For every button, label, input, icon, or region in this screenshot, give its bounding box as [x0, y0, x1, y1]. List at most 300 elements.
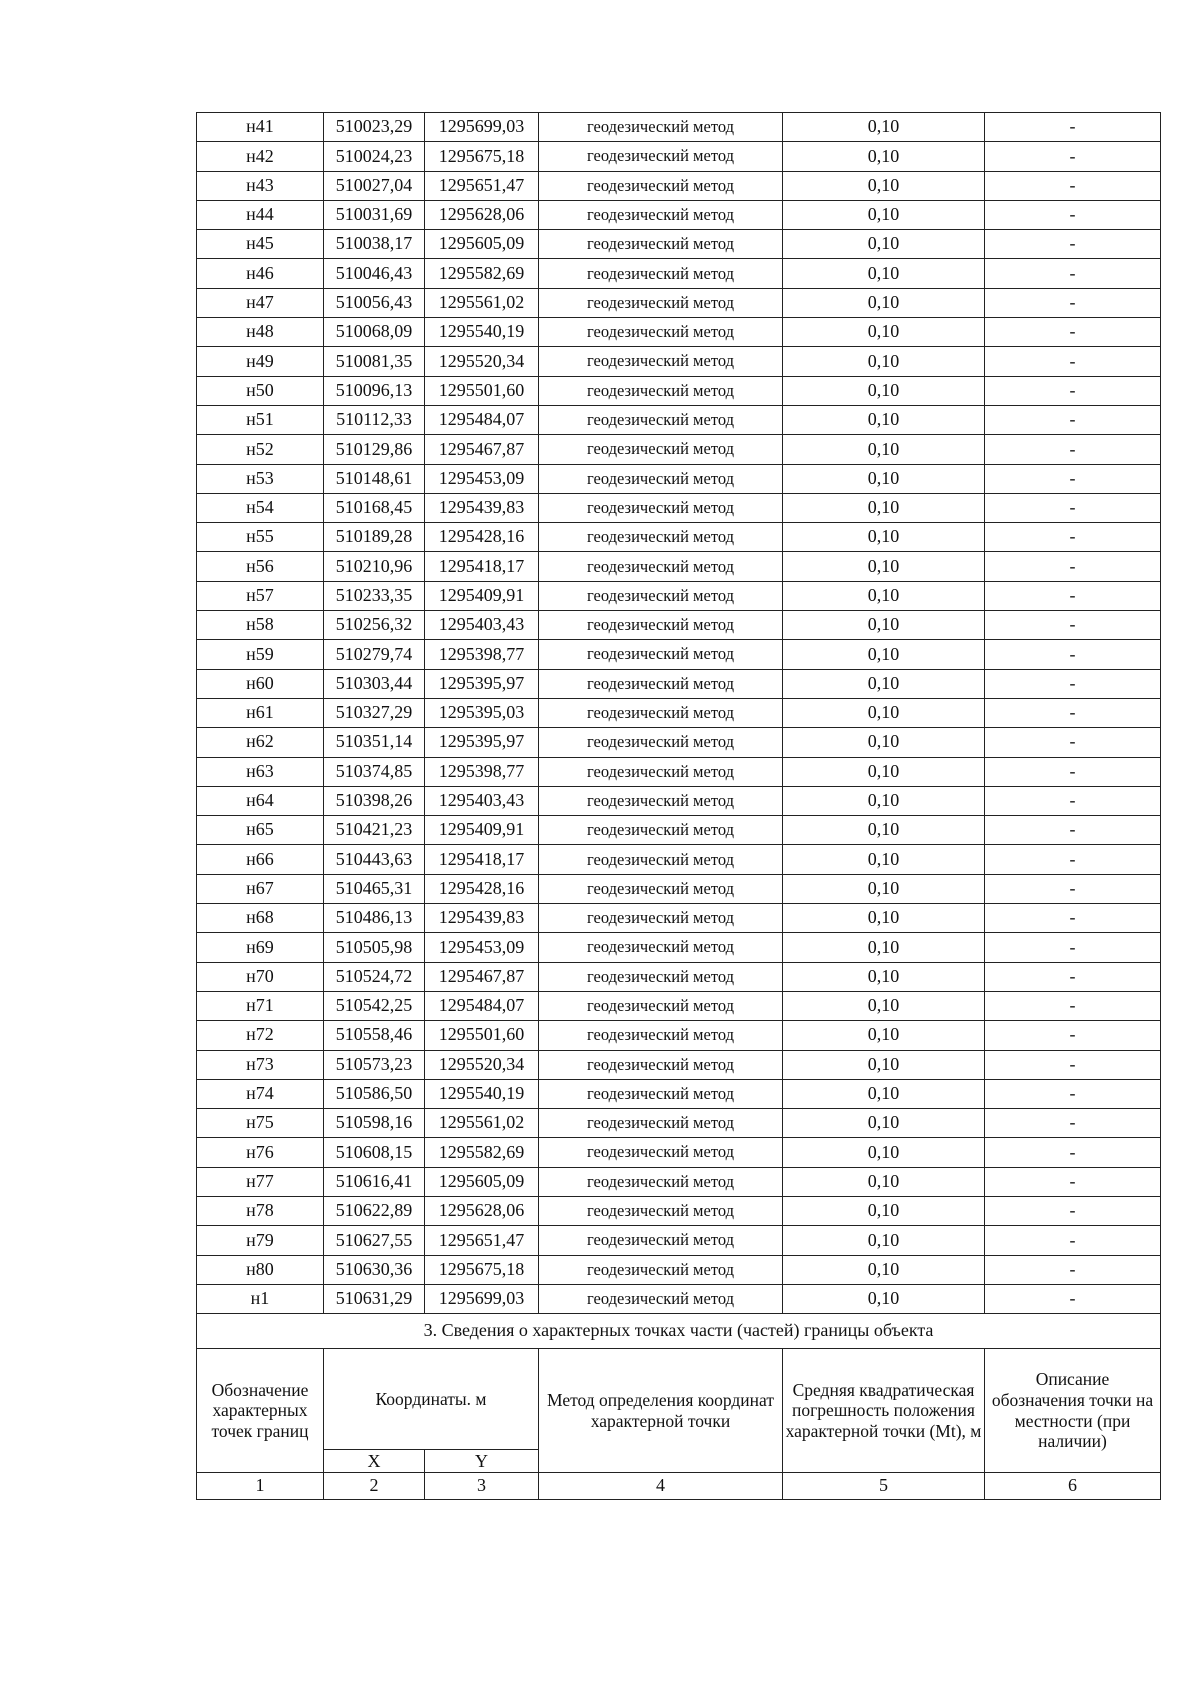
accuracy-cell: 0,10 [783, 376, 985, 405]
description-cell: - [985, 1050, 1161, 1079]
header-accuracy: Средняя квадратическая погрешность положения характерной точки (Mt), м [783, 1349, 985, 1473]
point-id-cell: н1 [197, 1284, 324, 1313]
table-row [197, 1050, 1161, 1079]
description-cell: - [985, 142, 1161, 171]
accuracy-cell: 0,10 [783, 611, 985, 640]
coord-y-cell: 1295398,77 [425, 757, 539, 786]
method-cell: геодезический метод [539, 1079, 783, 1108]
table-row [197, 786, 1161, 815]
table-row [197, 640, 1161, 669]
point-id-cell: н75 [197, 1109, 324, 1138]
column-numbers-row [197, 1473, 1161, 1500]
table-row [197, 962, 1161, 991]
point-id-cell: н61 [197, 698, 324, 727]
description-cell: - [985, 493, 1161, 522]
coord-x-cell: 510443,63 [324, 845, 425, 874]
method-cell: геодезический метод [539, 523, 783, 552]
point-id-cell: н79 [197, 1226, 324, 1255]
point-id-cell: н47 [197, 288, 324, 317]
table-row [197, 493, 1161, 522]
table-row [197, 1167, 1161, 1196]
coord-y-cell: 1295582,69 [425, 259, 539, 288]
accuracy-cell: 0,10 [783, 1284, 985, 1313]
method-cell: геодезический метод [539, 347, 783, 376]
method-cell: геодезический метод [539, 230, 783, 259]
accuracy-cell: 0,10 [783, 552, 985, 581]
accuracy-cell: 0,10 [783, 347, 985, 376]
table-row [197, 1021, 1161, 1050]
description-cell: - [985, 405, 1161, 434]
accuracy-cell: 0,10 [783, 581, 985, 610]
point-id-cell: н74 [197, 1079, 324, 1108]
table-row [197, 1138, 1161, 1167]
table-row [197, 581, 1161, 610]
method-cell: геодезический метод [539, 874, 783, 903]
description-cell: - [985, 376, 1161, 405]
accuracy-cell: 0,10 [783, 1021, 985, 1050]
coord-x-cell: 510168,45 [324, 493, 425, 522]
coord-x-cell: 510023,29 [324, 113, 425, 142]
point-id-cell: н70 [197, 962, 324, 991]
point-id-cell: н59 [197, 640, 324, 669]
column-number: 4 [539, 1473, 783, 1500]
table-row [197, 464, 1161, 493]
method-cell: геодезический метод [539, 845, 783, 874]
description-cell: - [985, 1079, 1161, 1108]
point-id-cell: н64 [197, 786, 324, 815]
description-cell: - [985, 230, 1161, 259]
method-cell: геодезический метод [539, 991, 783, 1020]
coord-x-cell: 510027,04 [324, 171, 425, 200]
coord-y-cell: 1295582,69 [425, 1138, 539, 1167]
point-id-cell: н43 [197, 171, 324, 200]
method-cell: геодезический метод [539, 142, 783, 171]
column-number: 3 [425, 1473, 539, 1500]
description-cell: - [985, 1021, 1161, 1050]
column-number: 1 [197, 1473, 324, 1500]
description-cell: - [985, 874, 1161, 903]
description-cell: - [985, 786, 1161, 815]
accuracy-cell: 0,10 [783, 200, 985, 229]
table-row [197, 1196, 1161, 1225]
table-row [197, 698, 1161, 727]
coord-x-cell: 510505,98 [324, 933, 425, 962]
coord-y-cell: 1295628,06 [425, 1196, 539, 1225]
coord-x-cell: 510056,43 [324, 288, 425, 317]
coord-y-cell: 1295453,09 [425, 933, 539, 962]
coord-x-cell: 510586,50 [324, 1079, 425, 1108]
accuracy-cell: 0,10 [783, 640, 985, 669]
table-row [197, 1109, 1161, 1138]
point-id-cell: н80 [197, 1255, 324, 1284]
method-cell: геодезический метод [539, 904, 783, 933]
method-cell: геодезический метод [539, 698, 783, 727]
coord-x-cell: 510233,35 [324, 581, 425, 610]
table-row [197, 1226, 1161, 1255]
point-id-cell: н50 [197, 376, 324, 405]
table-row [197, 376, 1161, 405]
coord-x-cell: 510303,44 [324, 669, 425, 698]
table-row [197, 874, 1161, 903]
method-cell: геодезический метод [539, 1021, 783, 1050]
coord-y-cell: 1295675,18 [425, 142, 539, 171]
description-cell: - [985, 288, 1161, 317]
accuracy-cell: 0,10 [783, 1167, 985, 1196]
header-method: Метод определения координат характерной точки [539, 1349, 783, 1473]
coord-x-cell: 510630,36 [324, 1255, 425, 1284]
description-cell: - [985, 1255, 1161, 1284]
accuracy-cell: 0,10 [783, 962, 985, 991]
coord-x-cell: 510631,29 [324, 1284, 425, 1313]
coord-x-cell: 510374,85 [324, 757, 425, 786]
table-row [197, 552, 1161, 581]
description-cell: - [985, 904, 1161, 933]
coord-y-cell: 1295484,07 [425, 405, 539, 434]
table-row [197, 288, 1161, 317]
point-id-cell: н48 [197, 318, 324, 347]
description-cell: - [985, 611, 1161, 640]
point-id-cell: н66 [197, 845, 324, 874]
method-cell: геодезический метод [539, 1226, 783, 1255]
coord-y-cell: 1295699,03 [425, 113, 539, 142]
coord-y-cell: 1295561,02 [425, 288, 539, 317]
method-cell: геодезический метод [539, 611, 783, 640]
description-cell: - [985, 113, 1161, 142]
coord-y-cell: 1295699,03 [425, 1284, 539, 1313]
accuracy-cell: 0,10 [783, 493, 985, 522]
coord-x-cell: 510542,25 [324, 991, 425, 1020]
column-number: 6 [985, 1473, 1161, 1500]
accuracy-cell: 0,10 [783, 113, 985, 142]
coord-y-cell: 1295605,09 [425, 1167, 539, 1196]
section-3-title-row [197, 1314, 1161, 1349]
table-row [197, 318, 1161, 347]
table-row [197, 435, 1161, 464]
table-row [197, 1079, 1161, 1108]
description-cell: - [985, 816, 1161, 845]
coord-y-cell: 1295675,18 [425, 1255, 539, 1284]
coord-y-cell: 1295501,60 [425, 1021, 539, 1050]
method-cell: геодезический метод [539, 1255, 783, 1284]
table-row [197, 230, 1161, 259]
method-cell: геодезический метод [539, 200, 783, 229]
accuracy-cell: 0,10 [783, 874, 985, 903]
description-cell: - [985, 464, 1161, 493]
coord-x-cell: 510465,31 [324, 874, 425, 903]
table-row [197, 728, 1161, 757]
coord-x-cell: 510068,09 [324, 318, 425, 347]
method-cell: геодезический метод [539, 962, 783, 991]
description-cell: - [985, 435, 1161, 464]
header-x: X [324, 1450, 425, 1473]
method-cell: геодезический метод [539, 113, 783, 142]
table-row [197, 816, 1161, 845]
coord-y-cell: 1295428,16 [425, 874, 539, 903]
method-cell: геодезический метод [539, 493, 783, 522]
coord-x-cell: 510608,15 [324, 1138, 425, 1167]
point-id-cell: н42 [197, 142, 324, 171]
method-cell: геодезический метод [539, 728, 783, 757]
coord-y-cell: 1295395,97 [425, 728, 539, 757]
coord-x-cell: 510622,89 [324, 1196, 425, 1225]
coord-y-cell: 1295409,91 [425, 816, 539, 845]
method-cell: геодезический метод [539, 786, 783, 815]
coord-x-cell: 510279,74 [324, 640, 425, 669]
point-id-cell: н46 [197, 259, 324, 288]
coord-y-cell: 1295409,91 [425, 581, 539, 610]
coord-x-cell: 510573,23 [324, 1050, 425, 1079]
point-rows [197, 113, 1161, 1314]
accuracy-cell: 0,10 [783, 757, 985, 786]
coord-x-cell: 510046,43 [324, 259, 425, 288]
coord-x-cell: 510627,55 [324, 1226, 425, 1255]
section-3-title: 3. Сведения о характерных точках части (частей) границы объекта [197, 1314, 1161, 1349]
point-id-cell: н72 [197, 1021, 324, 1050]
coord-y-cell: 1295484,07 [425, 991, 539, 1020]
point-id-cell: н78 [197, 1196, 324, 1225]
description-cell: - [985, 669, 1161, 698]
table-row [197, 669, 1161, 698]
coord-x-cell: 510524,72 [324, 962, 425, 991]
description-cell: - [985, 347, 1161, 376]
point-id-cell: н60 [197, 669, 324, 698]
table-row [197, 113, 1161, 142]
accuracy-cell: 0,10 [783, 1138, 985, 1167]
method-cell: геодезический метод [539, 259, 783, 288]
coord-y-cell: 1295439,83 [425, 904, 539, 933]
description-cell: - [985, 1138, 1161, 1167]
point-id-cell: н76 [197, 1138, 324, 1167]
point-id-cell: н45 [197, 230, 324, 259]
coord-y-cell: 1295540,19 [425, 318, 539, 347]
description-cell: - [985, 991, 1161, 1020]
coord-y-cell: 1295453,09 [425, 464, 539, 493]
accuracy-cell: 0,10 [783, 288, 985, 317]
method-cell: геодезический метод [539, 581, 783, 610]
coord-x-cell: 510129,86 [324, 435, 425, 464]
description-cell: - [985, 962, 1161, 991]
point-id-cell: н77 [197, 1167, 324, 1196]
table-row [197, 347, 1161, 376]
coord-y-cell: 1295439,83 [425, 493, 539, 522]
coord-x-cell: 510421,23 [324, 816, 425, 845]
description-cell: - [985, 698, 1161, 727]
table-row [197, 1255, 1161, 1284]
coord-x-cell: 510256,32 [324, 611, 425, 640]
method-cell: геодезический метод [539, 757, 783, 786]
coord-x-cell: 510024,23 [324, 142, 425, 171]
method-cell: геодезический метод [539, 1050, 783, 1079]
coord-y-cell: 1295520,34 [425, 347, 539, 376]
point-id-cell: н56 [197, 552, 324, 581]
coord-x-cell: 510189,28 [324, 523, 425, 552]
description-cell: - [985, 1284, 1161, 1313]
accuracy-cell: 0,10 [783, 259, 985, 288]
accuracy-cell: 0,10 [783, 1079, 985, 1108]
description-cell: - [985, 200, 1161, 229]
method-cell: геодезический метод [539, 1138, 783, 1167]
description-cell: - [985, 552, 1161, 581]
coord-y-cell: 1295398,77 [425, 640, 539, 669]
method-cell: геодезический метод [539, 1109, 783, 1138]
accuracy-cell: 0,10 [783, 523, 985, 552]
method-cell: геодезический метод [539, 288, 783, 317]
description-cell: - [985, 933, 1161, 962]
header-y: Y [425, 1450, 539, 1473]
section-3-header-row [197, 1349, 1161, 1450]
description-cell: - [985, 1109, 1161, 1138]
column-number: 2 [324, 1473, 425, 1500]
accuracy-cell: 0,10 [783, 728, 985, 757]
coord-x-cell: 510558,46 [324, 1021, 425, 1050]
table-row [197, 611, 1161, 640]
table-row [197, 523, 1161, 552]
coord-y-cell: 1295651,47 [425, 171, 539, 200]
method-cell: геодезический метод [539, 1284, 783, 1313]
coord-y-cell: 1295628,06 [425, 200, 539, 229]
point-id-cell: н57 [197, 581, 324, 610]
description-cell: - [985, 259, 1161, 288]
accuracy-cell: 0,10 [783, 786, 985, 815]
coord-y-cell: 1295403,43 [425, 786, 539, 815]
description-cell: - [985, 728, 1161, 757]
method-cell: геодезический метод [539, 933, 783, 962]
coord-y-cell: 1295651,47 [425, 1226, 539, 1255]
accuracy-cell: 0,10 [783, 1050, 985, 1079]
accuracy-cell: 0,10 [783, 816, 985, 845]
accuracy-cell: 0,10 [783, 1255, 985, 1284]
description-cell: - [985, 523, 1161, 552]
point-id-cell: н65 [197, 816, 324, 845]
method-cell: геодезический метод [539, 171, 783, 200]
description-cell: - [985, 1167, 1161, 1196]
method-cell: геодезический метод [539, 669, 783, 698]
method-cell: геодезический метод [539, 464, 783, 493]
coord-y-cell: 1295418,17 [425, 552, 539, 581]
coord-y-cell: 1295561,02 [425, 1109, 539, 1138]
table-row [197, 1284, 1161, 1313]
accuracy-cell: 0,10 [783, 933, 985, 962]
method-cell: геодезический метод [539, 1196, 783, 1225]
coord-y-cell: 1295395,97 [425, 669, 539, 698]
coord-x-cell: 510616,41 [324, 1167, 425, 1196]
table-row [197, 259, 1161, 288]
coord-y-cell: 1295395,03 [425, 698, 539, 727]
point-id-cell: н41 [197, 113, 324, 142]
point-id-cell: н44 [197, 200, 324, 229]
coord-x-cell: 510210,96 [324, 552, 425, 581]
table-row [197, 142, 1161, 171]
point-id-cell: н49 [197, 347, 324, 376]
boundary-points-table [196, 112, 1161, 1500]
table-row [197, 991, 1161, 1020]
point-id-cell: н68 [197, 904, 324, 933]
method-cell: геодезический метод [539, 318, 783, 347]
table-row [197, 200, 1161, 229]
coord-y-cell: 1295501,60 [425, 376, 539, 405]
method-cell: геодезический метод [539, 405, 783, 434]
coord-x-cell: 510327,29 [324, 698, 425, 727]
accuracy-cell: 0,10 [783, 142, 985, 171]
table-row [197, 933, 1161, 962]
header-description: Описание обозначения точки на местности (при наличии) [985, 1349, 1161, 1473]
point-id-cell: н67 [197, 874, 324, 903]
accuracy-cell: 0,10 [783, 1226, 985, 1255]
point-id-cell: н51 [197, 405, 324, 434]
coord-y-cell: 1295428,16 [425, 523, 539, 552]
point-id-cell: н52 [197, 435, 324, 464]
table-row [197, 171, 1161, 200]
description-cell: - [985, 1196, 1161, 1225]
coord-x-cell: 510038,17 [324, 230, 425, 259]
table-row [197, 405, 1161, 434]
coord-x-cell: 510148,61 [324, 464, 425, 493]
method-cell: геодезический метод [539, 376, 783, 405]
accuracy-cell: 0,10 [783, 464, 985, 493]
table-row [197, 904, 1161, 933]
coord-y-cell: 1295418,17 [425, 845, 539, 874]
description-cell: - [985, 581, 1161, 610]
coord-x-cell: 510081,35 [324, 347, 425, 376]
coord-y-cell: 1295403,43 [425, 611, 539, 640]
coord-x-cell: 510112,33 [324, 405, 425, 434]
accuracy-cell: 0,10 [783, 1196, 985, 1225]
accuracy-cell: 0,10 [783, 318, 985, 347]
coord-x-cell: 510351,14 [324, 728, 425, 757]
point-id-cell: н58 [197, 611, 324, 640]
coord-y-cell: 1295467,87 [425, 962, 539, 991]
description-cell: - [985, 757, 1161, 786]
description-cell: - [985, 845, 1161, 874]
header-coordinates: Координаты. м [324, 1349, 539, 1450]
point-id-cell: н63 [197, 757, 324, 786]
point-id-cell: н53 [197, 464, 324, 493]
point-id-cell: н73 [197, 1050, 324, 1079]
coord-x-cell: 510031,69 [324, 200, 425, 229]
accuracy-cell: 0,10 [783, 171, 985, 200]
point-id-cell: н62 [197, 728, 324, 757]
description-cell: - [985, 640, 1161, 669]
coord-y-cell: 1295605,09 [425, 230, 539, 259]
accuracy-cell: 0,10 [783, 669, 985, 698]
coord-x-cell: 510096,13 [324, 376, 425, 405]
description-cell: - [985, 171, 1161, 200]
header-point-designation: Обозначение характерных точек границ [197, 1349, 324, 1473]
method-cell: геодезический метод [539, 1167, 783, 1196]
method-cell: геодезический метод [539, 640, 783, 669]
coord-y-cell: 1295540,19 [425, 1079, 539, 1108]
accuracy-cell: 0,10 [783, 904, 985, 933]
coord-x-cell: 510398,26 [324, 786, 425, 815]
method-cell: геодезический метод [539, 552, 783, 581]
point-id-cell: н71 [197, 991, 324, 1020]
accuracy-cell: 0,10 [783, 991, 985, 1020]
coord-y-cell: 1295520,34 [425, 1050, 539, 1079]
accuracy-cell: 0,10 [783, 845, 985, 874]
coord-y-cell: 1295467,87 [425, 435, 539, 464]
accuracy-cell: 0,10 [783, 230, 985, 259]
coord-x-cell: 510486,13 [324, 904, 425, 933]
table-row [197, 757, 1161, 786]
method-cell: геодезический метод [539, 816, 783, 845]
table-row [197, 845, 1161, 874]
accuracy-cell: 0,10 [783, 435, 985, 464]
column-number: 5 [783, 1473, 985, 1500]
description-cell: - [985, 318, 1161, 347]
point-id-cell: н55 [197, 523, 324, 552]
point-id-cell: н69 [197, 933, 324, 962]
coord-x-cell: 510598,16 [324, 1109, 425, 1138]
